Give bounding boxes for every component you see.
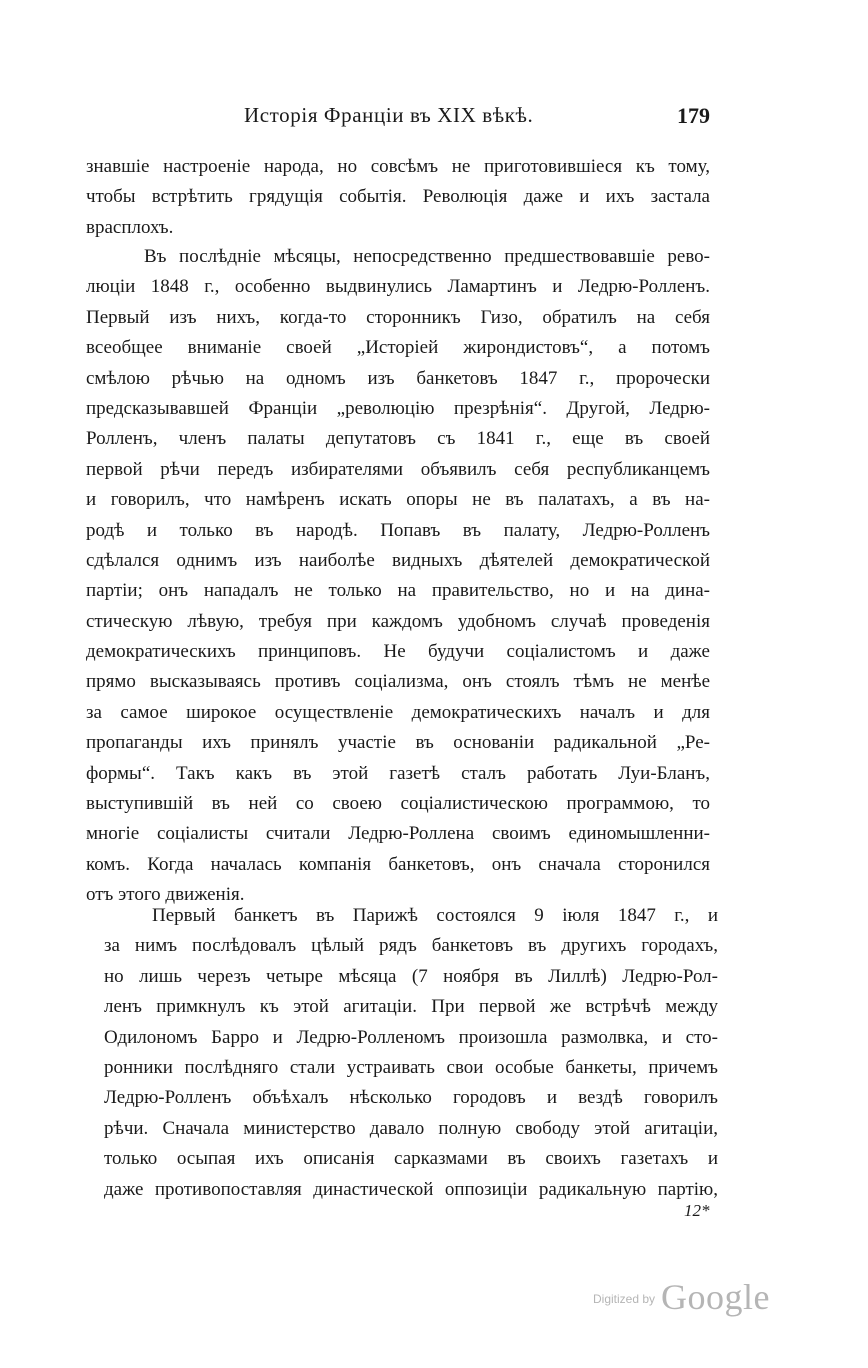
text-line: за нимъ послѣдовалъ цѣлый рядъ банкетовъ въ другихъ городахъ,: [104, 935, 718, 957]
text-line: многіе соціалисты считали Ледрю-Роллена своимъ единомышленни-: [86, 823, 710, 845]
text-line: и говорилъ, что намѣренъ искать опоры не въ палатахъ, а въ на-: [86, 489, 710, 511]
text-line: выступившій въ ней со своею соціалистическою программою, то: [86, 793, 710, 815]
text-line: ленъ примкнулъ къ этой агитаціи. При первой же встрѣчѣ между: [104, 996, 718, 1018]
text-line: за самое широкое осуществленіе демократическихъ началъ и для: [86, 701, 710, 723]
text-line: комъ. Когда началась компанія банкетовъ, онъ сначала сторонился: [86, 853, 710, 875]
text-line: только осыпая ихъ описанія сарказмами въ своихъ газетахъ и: [104, 1148, 718, 1170]
text-line: люціи 1848 г., особенно выдвинулись Ламартинъ и Ледрю-Ролленъ.: [86, 276, 710, 298]
text-line: врасплохъ.: [86, 216, 174, 238]
text-line: Въ послѣдніе мѣсяцы, непосредственно предшествовавшіе рево-: [144, 246, 710, 267]
text-line: сдѣлался однимъ изъ наиболѣе видныхъ дѣятелей демократической: [86, 549, 710, 571]
text-line: Ролленъ, членъ палаты депутатовъ съ 1841 г., еще въ своей: [86, 428, 710, 450]
running-title: Исторія Франціи въ XIX вѣкѣ.: [244, 103, 534, 127]
text-line: формы“. Такъ какъ въ этой газетѣ сталъ работать Луи-Бланъ,: [86, 762, 710, 784]
text-line: демократическихъ принциповъ. Не будучи соціалистомъ и даже: [86, 641, 710, 663]
text-line: родѣ и только въ народѣ. Попавъ въ палату, Ледрю-Ролленъ: [86, 519, 710, 541]
text-line: отъ этого движенія.: [86, 884, 245, 906]
text-line: прямо высказываясь противъ соціализма, онъ стоялъ тѣмъ не менѣе: [86, 671, 710, 693]
digitized-watermark: [593, 1276, 770, 1318]
text-line: чтобы встрѣтить грядущія событія. Революція даже и ихъ застала: [86, 186, 710, 208]
text-line: партіи; онъ нападалъ не только на правительство, но и на дина-: [86, 580, 710, 602]
signature-mark: 12*: [684, 1201, 710, 1220]
paragraph-2: [86, 242, 710, 911]
page-header: [244, 103, 710, 133]
text-line: стическую лѣвую, требуя при каждомъ удобномъ случаѣ проведенія: [86, 610, 710, 632]
text-line: знавшіе настроеніе народа, но совсѣмъ не приготовившіеся къ тому,: [86, 156, 710, 177]
google-logo: Google: [661, 1277, 771, 1317]
text-line: Первый изъ нихъ, когда-то сторонникъ Гизо, обратилъ на себя: [86, 306, 710, 328]
text-line: Одилономъ Барро и Ледрю-Ролленомъ произошла размолвка, и сто-: [104, 1026, 718, 1048]
page-number: 179: [677, 103, 710, 128]
text-line: смѣлою рѣчью на одномъ изъ банкетовъ 1847 г., пророчески: [86, 367, 710, 389]
text-line: всеобщее вниманіе своей „Исторіей жирондистовъ“, а потомъ: [86, 337, 710, 359]
text-line: даже противопоставляя династической оппозиціи радикальную партію,: [104, 1178, 718, 1200]
watermark-prefix: Digitized by: [593, 1292, 656, 1306]
text-line: но лишь черезъ четыре мѣсяца (7 ноября въ Лиллѣ) Ледрю-Рол-: [104, 965, 718, 987]
text-line: Первый банкетъ въ Парижѣ состоялся 9 іюля 1847 г., и: [152, 905, 718, 926]
text-line: Ледрю-Ролленъ объѣхалъ нѣсколько городовъ и вездѣ говорилъ: [104, 1087, 718, 1109]
paragraph-1: [86, 152, 710, 243]
text-line: предсказывавшей Франціи „революцію презрѣнія“. Другой, Ледрю-: [86, 397, 710, 419]
text-line: ронники послѣдняго стали устраивать свои особые банкеты, причемъ: [104, 1056, 718, 1078]
text-line: рѣчи. Сначала министерство давало полную свободу этой агитаціи,: [104, 1117, 718, 1139]
paragraph-3: [104, 901, 718, 1205]
text-line: первой рѣчи передъ избирателями объявилъ себя республиканцемъ: [86, 458, 710, 480]
text-line: пропаганды ихъ принялъ участіе въ основаніи радикальной „Ре-: [86, 732, 710, 754]
